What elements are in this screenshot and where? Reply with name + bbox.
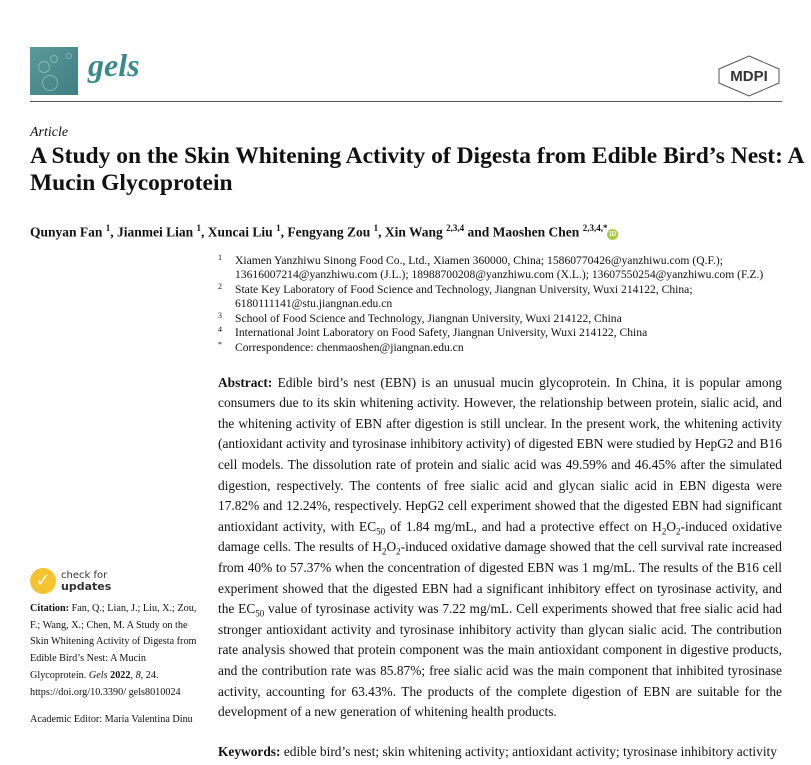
abstract-text: -induced oxidative damage cells. The results of H — [218, 518, 782, 555]
checkmark-icon: ✓ — [30, 568, 56, 594]
abstract-body — [218, 375, 782, 720]
affiliation-text: State Key Laboratory of Food Science and Technology, Jiangnan University, Wuxi 214122, China; 6180111141@stu.jiangnan.edu.cn — [235, 282, 693, 311]
journal-name: gels — [88, 47, 140, 83]
sidebar — [30, 568, 200, 729]
affiliation-text: International Joint Laboratory on Food Safety, Jiangnan University, Wuxi 214122, China — [235, 326, 648, 340]
author-affiliation-marker: 1 — [276, 223, 281, 233]
author-separator: and — [464, 224, 493, 240]
keywords-label: Keywords: — [218, 743, 281, 759]
abstract-text: -induced oxidative damage showed that the cell survival rate increased from 40% to 57.37% when the concentration of digested EBN was 1 mg/mL. The results of the B16 cell experiment showed that the digested EBN had a significant inhibitory effect on tyrosinase activity, and the EC — [218, 539, 782, 617]
abstract-label: Abstract: — [218, 374, 273, 390]
author-name: Maoshen Chen — [492, 224, 580, 240]
author-separator: , — [201, 224, 208, 240]
affiliation-number: * — [218, 340, 222, 350]
mdpi-logo — [718, 55, 780, 97]
author-affiliation-marker: 2,3,4,* — [582, 223, 608, 233]
affiliation-number: 4 — [218, 325, 222, 335]
abstract-subscript: 50 — [376, 526, 386, 537]
keywords-text: edible bird’s nest; skin whitening activity; antioxidant activity; tyrosinase inhibitory activity — [280, 743, 777, 759]
citation: Citation: Fan, Q.; Lian, J.; Liu, X.; Zou, F.; Wang, X.; Chen, M. A Study on the Skin Whitening Activity of Digesta from Edible Bird’s Nest: A Mucin Glycoprotein. Gels 2022, 8, 24. https://doi.org/10.3390/ gels8010024 — [30, 603, 197, 698]
author-name: Qunyan Fan — [30, 224, 103, 240]
author-affiliation-marker: 2,3,4 — [446, 223, 465, 233]
affiliation-number: 3 — [218, 310, 222, 320]
affiliation-item — [218, 312, 786, 327]
author-name: Jianmei Lian — [117, 224, 194, 240]
abstract-subscript: 2 — [381, 547, 387, 558]
abstract-text: value of tyrosinase activity was 7.22 mg/mL. Cell experiments showed that free sialic acid had stronger antioxidant activity and tyrosinase inhibitory activity than glycan sialic acid. The contribution rate analysis showed that protein component was the main antioxidant component in digestive products, and the contribution rate was 85.87%; free sialic acid was the main component that inhibited tyrosinase activity, accounting for 63.43%. The products of the complete digestion of EBN are suitable for the development of a new generation of whitening health products. — [218, 601, 782, 720]
header-divider — [30, 101, 782, 102]
abstract — [218, 373, 782, 723]
author-list — [30, 219, 805, 242]
affiliation-number: 1 — [218, 252, 222, 262]
affiliation-text: School of Food Science and Technology, Jiangnan University, Wuxi 214122, China — [235, 311, 622, 325]
author-separator: , — [378, 224, 385, 240]
affiliation-item — [218, 326, 786, 341]
affiliation-item — [218, 254, 786, 283]
check-updates-line1: check for — [61, 569, 108, 581]
affiliation-number: 2 — [218, 281, 222, 291]
journal-logo — [30, 47, 78, 95]
check-for-updates-button[interactable] — [30, 568, 200, 594]
article-type: Article — [30, 125, 69, 140]
affiliation-item — [218, 283, 786, 312]
author-affiliation-marker: 1 — [373, 223, 379, 233]
abstract-subscript: 2 — [676, 526, 681, 537]
affiliations — [218, 254, 786, 356]
academic-editor: Academic Editor: Maria Valentina Dinu — [30, 714, 193, 726]
abstract-subscript: 2 — [396, 547, 401, 558]
abstract-text: O — [386, 539, 397, 555]
abstract-subscript: 2 — [661, 526, 667, 537]
abstract-text: Edible bird’s nest (EBN) is an unusual mucin glycoprotein. In China, it is popular among consumers due to its skin whitening activity. However, the relationship between protein, sialic acid, and the whitening activity of EBN after digestion is still unclear. In the present work, the whitening activity (antioxidant activity and tyrosinase inhibitory activity) of digested EBN were studied by HepG2 and B16 cell models. The dissolution rate of protein and sialic acid was 49.59% and 46.45% after the simulated digestion, respectively. The contents of free sialic acid and glycan sialic acid in EBN digesta were 17.82% and 12.24%, respectively. HepG2 cell experiment showed that the digested EBN had significant antioxidant activity, with EC — [218, 374, 782, 534]
author-affiliation-marker: 1 — [105, 223, 111, 233]
affiliation-item — [218, 341, 786, 356]
author-separator: , — [110, 224, 118, 240]
affiliation-text: Xiamen Yanzhiwu Sinong Food Co., Ltd., Xiamen 360000, China; 15860770426@yanzhiwu.com (Q.F.); 13616007214@yanzhiwu.com (J.L.); 18988700208@yanzhiwu.com (X.L.); 13607550254@yanzhiwu.com (F.Z.) — [235, 253, 764, 282]
citation-volume: 8 — [135, 669, 141, 681]
publisher-name: MDPI — [730, 68, 768, 85]
paper-title: A Study on the Skin Whitening Activity of Digesta from Edible Bird’s Nest: A Mucin Glycoprotein — [30, 143, 804, 196]
author-name: Xin Wang — [384, 224, 443, 240]
citation-journal: Gels — [88, 669, 108, 681]
check-updates-line2: updates — [61, 579, 112, 593]
author-name: Fengyang Zou — [287, 224, 371, 240]
abstract-subscript: 50 — [255, 608, 265, 619]
citation-text: Fan, Q.; Lian, J.; Liu, X.; Zou, F.; Wang, X.; Chen, M. A Study on the Skin Whitening Activity of Digesta from Edible Bird’s Nest: A Mucin Glycoprotein. — [30, 603, 197, 681]
citation-label: Citation: — [30, 603, 70, 614]
orcid-icon[interactable]: iD — [609, 229, 617, 238]
abstract-text: of 1.84 mg/mL, and had a protective effect on H — [385, 518, 662, 534]
affiliation-text: Correspondence: chenmaoshen@jiangnan.edu.cn — [235, 341, 464, 355]
author-separator: , — [280, 224, 288, 240]
citation-year: 2022 — [110, 669, 131, 681]
main-column — [218, 254, 786, 761]
abstract-text: O — [666, 518, 677, 534]
keywords — [218, 743, 786, 761]
author-affiliation-marker: 1 — [196, 223, 202, 233]
citation-doi[interactable]: , 24. https://doi.org/10.3390/ gels8010024 — [30, 669, 181, 698]
author-name: Xuncai Liu — [207, 224, 273, 240]
